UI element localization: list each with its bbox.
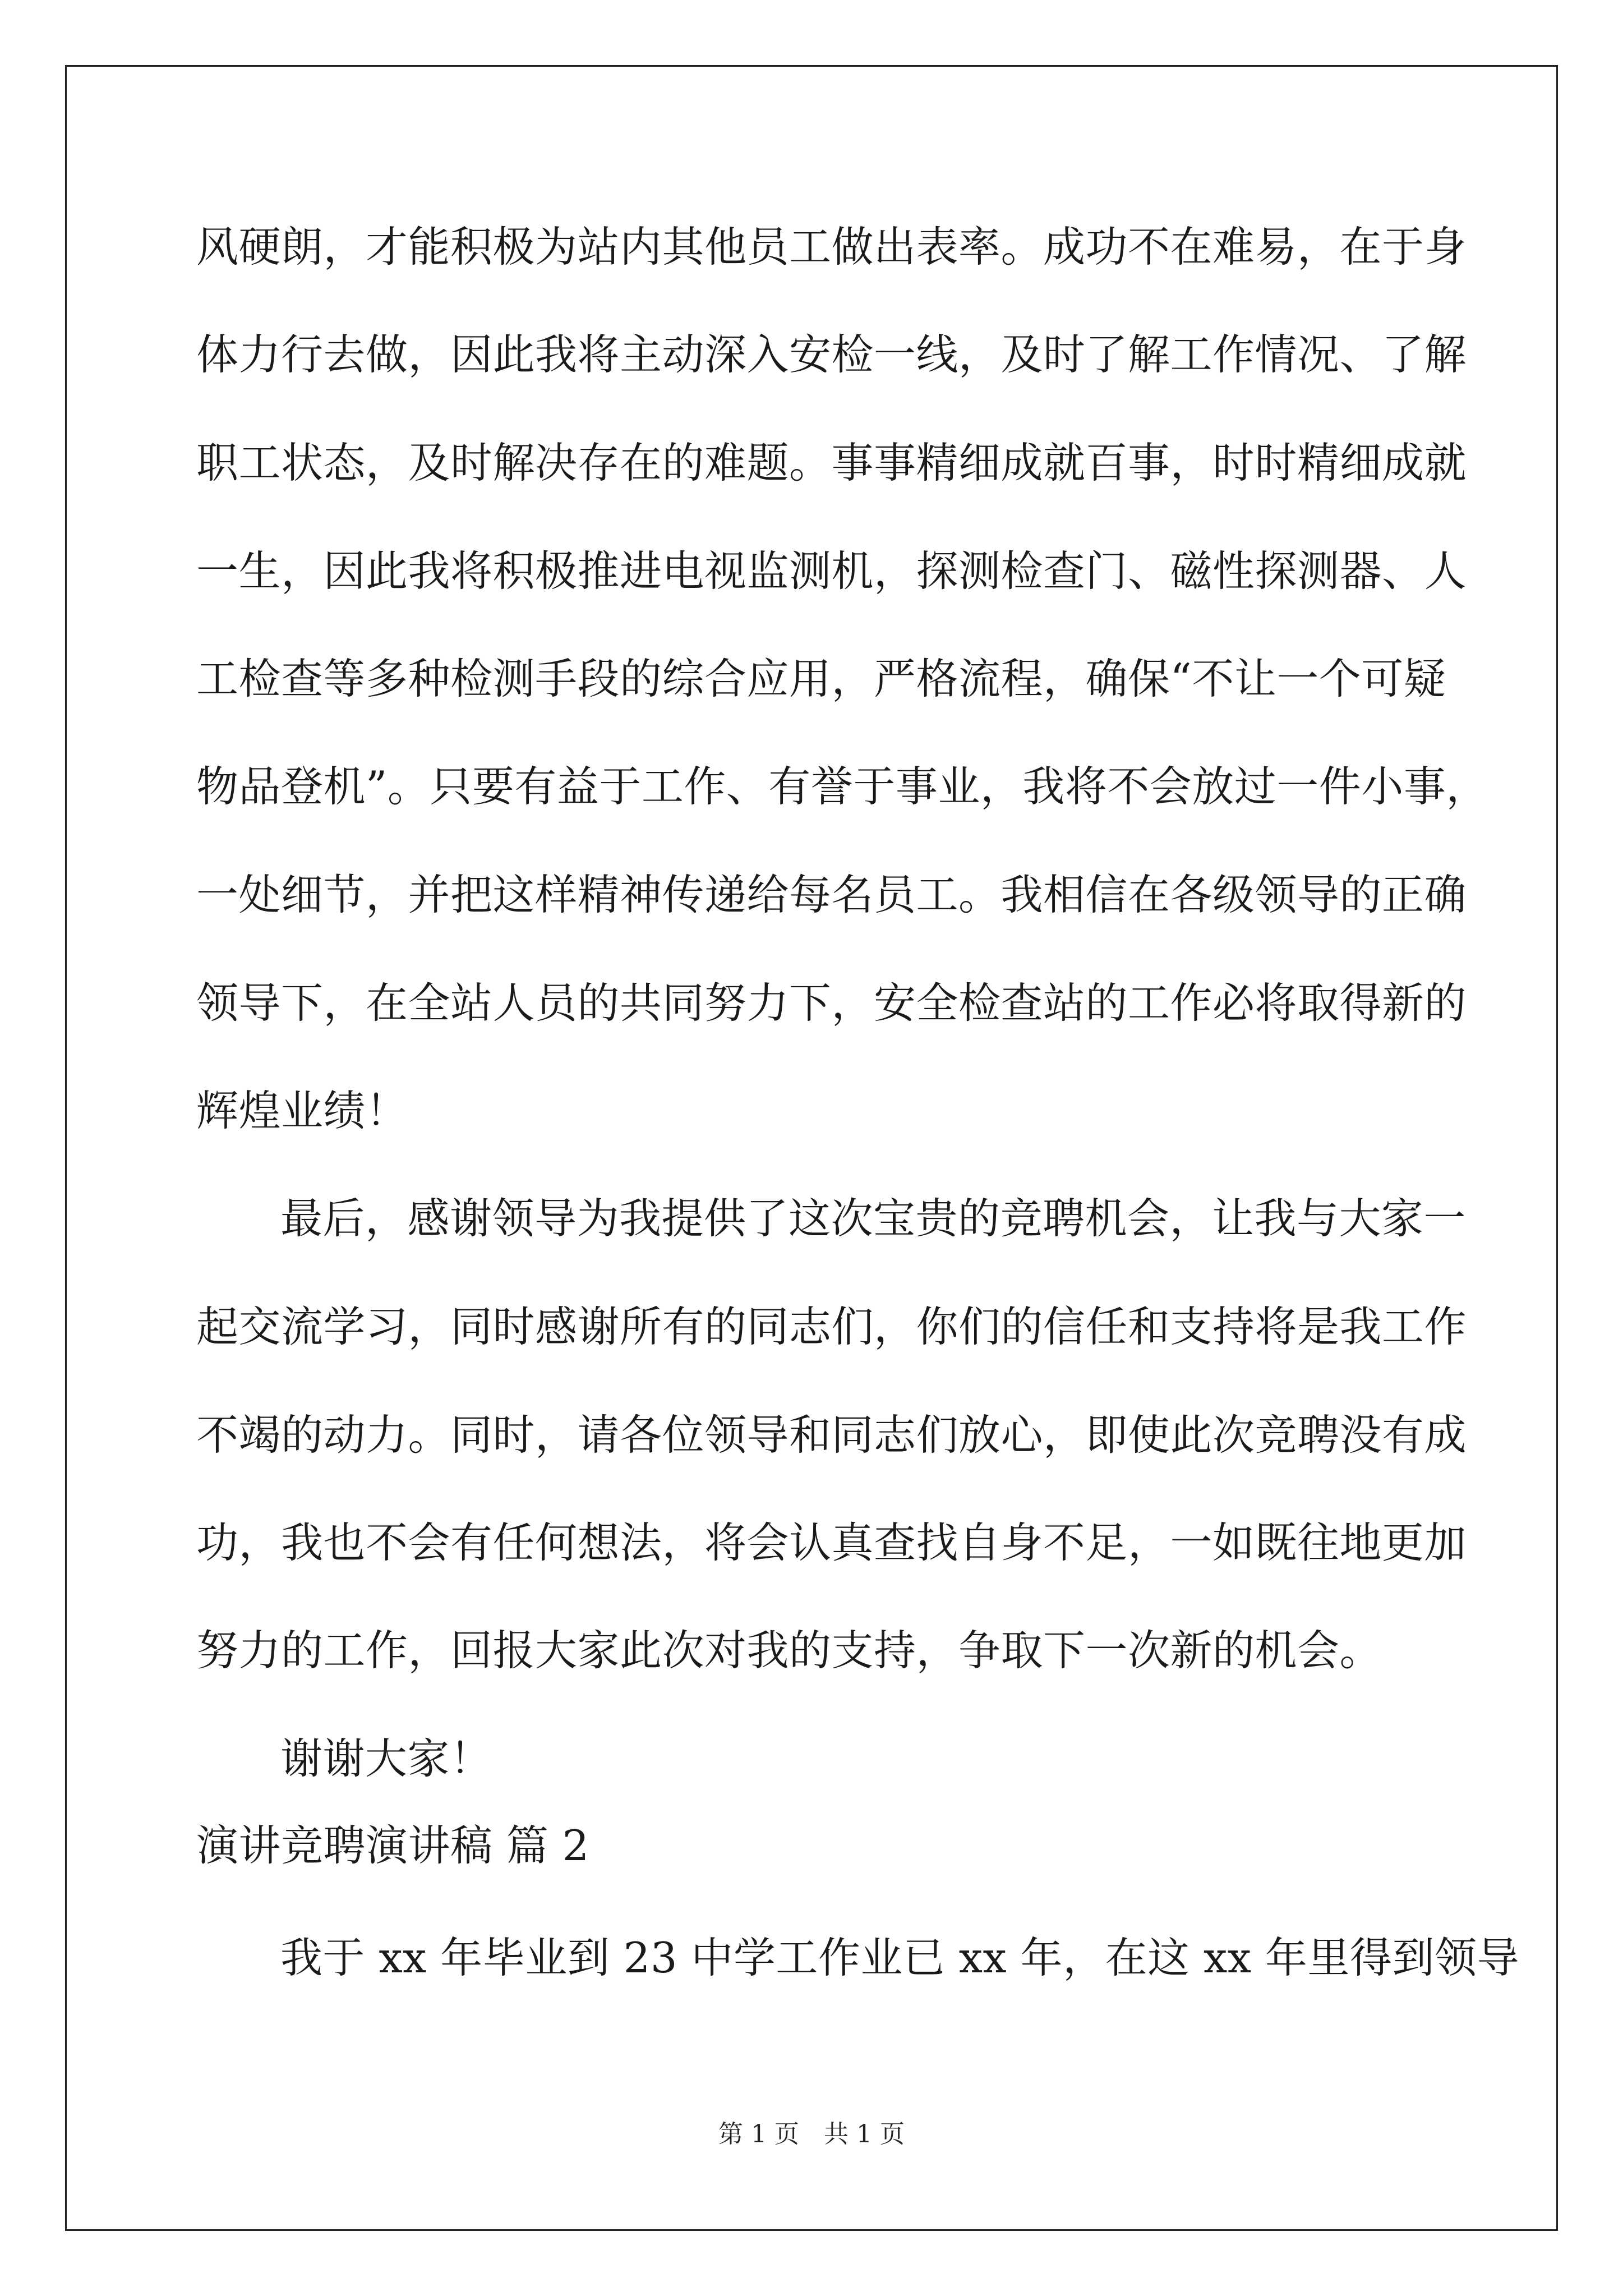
page-footer: 第 1 页 共 1 页 bbox=[718, 2120, 905, 2148]
thanks-line: 谢谢大家！ bbox=[280, 1734, 492, 1783]
paragraph-line: 一处细节，并把这样精神传递给每名员工。我相信在各级领导的正确 bbox=[196, 870, 1467, 919]
page-border bbox=[65, 65, 1558, 2231]
paragraph-line: 功，我也不会有任何想法，将会认真查找自身不足，一如既往地更加 bbox=[196, 1518, 1467, 1567]
paragraph-line: 物品登机”。只要有益于工作、有誉于事业，我将不会放过一件小事， bbox=[196, 762, 1488, 811]
paragraph-line: 我于 xx 年毕业到 23 中学工作业已 xx 年，在这 xx 年里得到领导 bbox=[280, 1933, 1519, 1982]
paragraph-line: 不竭的动力。同时，请各位领导和同志们放心，即使此次竞聘没有成 bbox=[196, 1410, 1467, 1460]
paragraph-line: 领导下，在全站人员的共同努力下，安全检查站的工作必将取得新的 bbox=[196, 978, 1467, 1028]
paragraph-line: 一生，因此我将积极推进电视监测机，探测检查门、磁性探测器、人 bbox=[196, 546, 1467, 596]
paragraph-line: 最后，感谢领导为我提供了这次宝贵的竞聘机会，让我与大家一 bbox=[280, 1194, 1467, 1243]
paragraph-line: 工检查等多种检测手段的综合应用，严格流程，确保“不让一个可疑 bbox=[196, 654, 1446, 703]
paragraph-line: 辉煌业绩！ bbox=[196, 1086, 408, 1135]
section-heading: 演讲竞聘演讲稿 篇 2 bbox=[196, 1821, 589, 1870]
paragraph-line: 风硬朗，才能积极为站内其他员工做出表率。成功不在难易，在于身 bbox=[196, 222, 1467, 272]
paragraph-line: 起交流学习，同时感谢所有的同志们，你们的信任和支持将是我工作 bbox=[196, 1302, 1467, 1351]
paragraph-line: 体力行去做，因此我将主动深入安检一线，及时了解工作情况、了解 bbox=[196, 330, 1467, 379]
paragraph-line: 职工状态，及时解决存在的难题。事事精细成就百事，时时精细成就 bbox=[196, 438, 1467, 487]
paragraph-line: 努力的工作，回报大家此次对我的支持，争取下一次新的机会。 bbox=[196, 1626, 1382, 1675]
